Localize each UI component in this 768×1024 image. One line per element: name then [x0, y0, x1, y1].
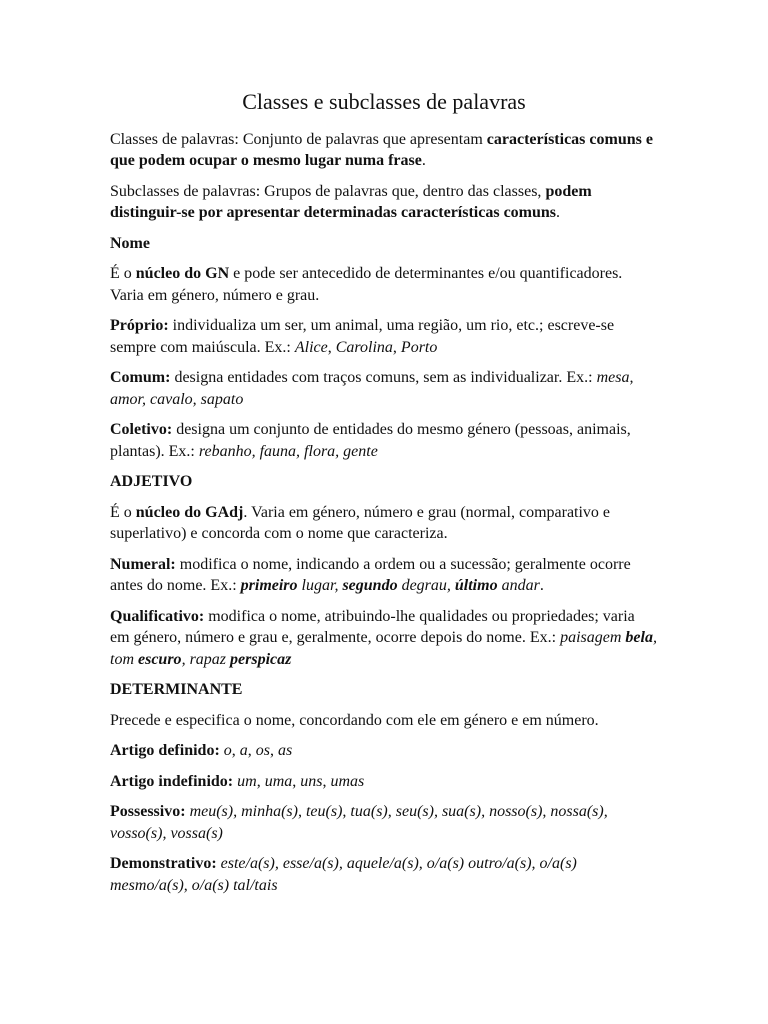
demonstrativo-label: Demonstrativo:: [110, 855, 217, 872]
proprio-example-1: Alice: [294, 338, 328, 356]
separator: ,: [270, 742, 279, 759]
numeral-example-1-bold: primeiro: [240, 577, 298, 594]
indefinido-label: Artigo indefinido:: [110, 772, 234, 790]
comum-label: Comum:: [110, 369, 171, 386]
artigo-definido: [110, 740, 658, 762]
nome-proprio: [110, 315, 658, 358]
possessivo: [110, 801, 658, 844]
numeral-text: modifica o nome, indicando a ordem ou a sucessão; geralmente ocorre antes do nome. Ex.:: [110, 555, 631, 594]
numeral-example-2: degrau: [397, 577, 447, 594]
nome-comum: [110, 367, 658, 410]
qualificativo-example-2: tom: [110, 650, 138, 668]
adjetivo-intro-emphasis: núcleo do GAdj: [135, 503, 244, 521]
qualificativo-label: Qualificativo:: [110, 607, 205, 625]
numeral-label: Numeral:: [110, 555, 176, 573]
numeral-example-2-bold: segundo: [342, 577, 398, 594]
possessivo-examples: meu(s), minha(s), teu(s), tua(s), seu(s), sua(s), nosso(s), nossa(s), vosso(s), vossa(s): [110, 803, 608, 842]
proprio-label: Próprio:: [110, 317, 169, 334]
subclasses-text: Subclasses de palavras: Grupos de palavras que, dentro das classes,: [110, 182, 546, 200]
indefinido-example-3: uns: [300, 772, 323, 790]
numeral-example-3-bold: último: [454, 577, 498, 594]
definido-example-4: as: [278, 742, 293, 759]
definido-example-2: a: [239, 742, 248, 759]
possessivo-label: Possessivo:: [110, 803, 186, 820]
separator: ,: [181, 650, 190, 668]
nome-intro-emphasis: núcleo do GN: [135, 265, 230, 282]
nome-intro-rest: e pode ser antecedido de determinantes e/ou quantificadores. Varia em género, número e grau.: [110, 265, 623, 304]
coletivo-label: Coletivo:: [110, 421, 173, 438]
qualificativo-example-3: rapaz: [189, 650, 231, 668]
comum-examples: mesa, amor, cavalo, sapato: [110, 369, 634, 408]
section-heading-determinante: DETERMINANTE: [110, 681, 243, 698]
numeral-example-3: andar: [497, 577, 540, 594]
separator: ,: [247, 742, 256, 759]
nome-intro-text: É o: [110, 265, 136, 282]
section-heading-adjetivo: ADJETIVO: [110, 473, 193, 490]
proprio-text: individualiza um ser, um animal, uma região, um rio, etc.; escreve-se sempre com maiúscula. Ex.:: [110, 317, 615, 356]
separator: ,: [322, 772, 331, 790]
qualificativo-example-2-bold: escuro: [138, 650, 182, 668]
classes-text: Classes de palavras: Conjunto de palavras que apresentam: [110, 130, 487, 148]
numeral-example-1: lugar: [297, 577, 335, 594]
classes-emphasis: características comuns e que podem ocupar o mesmo lugar numa frase: [110, 130, 653, 169]
adjetivo-numeral: [110, 554, 658, 597]
subclasses-emphasis: podem distinguir-se por apresentar determinadas características comuns: [110, 182, 592, 221]
proprio-example-2: Carolina: [335, 338, 393, 356]
qualificativo-example-3-bold: perspicaz: [230, 650, 292, 668]
qualificativo-example-1: paisagem: [560, 629, 626, 646]
nome-intro: [110, 263, 658, 306]
nome-coletivo: [110, 419, 658, 462]
classes-end: .: [421, 152, 426, 169]
proprio-example-3: Porto: [400, 338, 438, 356]
adjetivo-intro: [110, 502, 658, 545]
separator: ,: [392, 338, 401, 356]
indefinido-example-2: uma: [264, 772, 293, 790]
subclasses-end: .: [556, 204, 561, 221]
separator: ,: [652, 629, 657, 646]
qualificativo-text: modifica o nome, atribuindo-lhe qualidades ou propriedades; varia em género, número e grau e, geralmente, ocorre depois do nome. Ex.:: [110, 607, 635, 646]
section-heading-nome: Nome: [110, 234, 150, 252]
definido-example-3: os: [255, 742, 271, 759]
comum-text: designa entidades com traços comuns, sem as individualizar. Ex.:: [170, 369, 597, 386]
indefinido-example-1: um: [237, 772, 257, 790]
separator: ,: [334, 577, 343, 594]
coletivo-examples: rebanho, fauna, flora, gente: [198, 442, 378, 460]
coletivo-text: designa um conjunto de entidades do mesmo género (pessoas, animais, plantas). Ex.:: [110, 421, 631, 460]
numeral-end: .: [539, 577, 544, 594]
determinante-intro: Precede e especifica o nome, concordando com ele em género e em número.: [110, 711, 599, 729]
artigo-indefinido: [110, 771, 658, 793]
definido-example-1: o: [223, 742, 232, 759]
demonstrativo-examples: este/a(s), esse/a(s), aquele/a(s), o/a(s) outro/a(s), o/a(s) mesmo/a(s), o/a(s) tal/tais: [110, 855, 577, 894]
separator: ,: [446, 577, 455, 594]
adjetivo-intro-rest: . Varia em género, número e grau (normal, comparativo e superlativo) e concorda com o nome que caracteriza.: [110, 503, 611, 542]
adjetivo-qualificativo: [110, 606, 658, 671]
classes-definition: [110, 129, 658, 172]
definido-label: Artigo definido:: [110, 742, 220, 759]
indefinido-example-4: umas: [330, 772, 365, 790]
separator: ,: [231, 742, 240, 759]
qualificativo-example-1-bold: bela: [625, 629, 653, 646]
adjetivo-intro-text: É o: [110, 503, 136, 521]
subclasses-definition: [110, 181, 658, 224]
demonstrativo: [110, 853, 658, 896]
separator: ,: [256, 772, 265, 790]
separator: ,: [327, 338, 336, 356]
page-title: Classes e subclasses de palavras: [242, 89, 526, 114]
separator: ,: [292, 772, 301, 790]
